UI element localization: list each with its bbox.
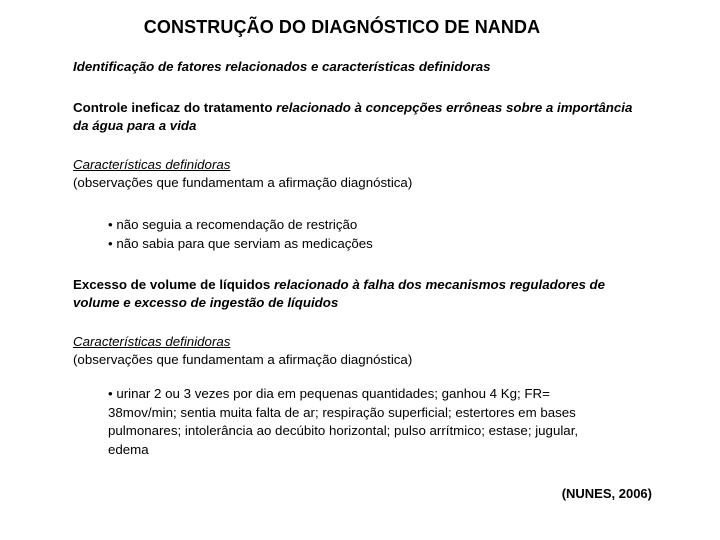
section-1-header	[73, 156, 648, 192]
reference-citation: (NUNES, 2006)	[561, 486, 652, 501]
section-1-heading: Características definidoras	[73, 157, 231, 172]
diagnosis-1	[73, 99, 648, 135]
diagnosis-2-related: relacionado à falha dos mecanismos reguladores de volume e excesso de ingestão de líquidos	[73, 277, 606, 310]
section-2-list	[108, 385, 608, 459]
diagnosis-2-label: Excesso de volume de líquidos	[73, 277, 271, 292]
diagnosis-2	[73, 276, 648, 312]
list-item: • não seguia a recomendação de restrição	[108, 217, 358, 232]
section-1-list	[108, 215, 618, 253]
page-title: CONSTRUÇÃO DO DIAGNÓSTICO DE NANDA	[143, 17, 541, 37]
diagnosis-1-label: Controle ineficaz do tratamento	[73, 100, 273, 115]
section-2-heading: Características definidoras	[73, 334, 231, 349]
diagnosis-1-related: relacionado à concepções errôneas sobre a importância da água para a vida	[73, 100, 633, 133]
section-2-subheading: (observações que fundamentam a afirmação diagnóstica)	[73, 352, 413, 367]
list-item: • não sabia para que serviam as medicações	[108, 236, 373, 251]
list-item: • urinar 2 ou 3 vezes por dia em pequenas quantidades; ganhou 4 Kg; FR= 38mov/min; sentia muita falta de ar; respiração superficial; estertores em bases pulmonares; intolerância ao decúbito horizontal; pulso arrítmico; estase; jugular, edema	[108, 386, 579, 457]
intro-text: Identificação de fatores relacionados e características definidoras	[73, 59, 491, 74]
section-2-header	[73, 333, 648, 369]
section-1-subheading: (observações que fundamentam a afirmação diagnóstica)	[73, 175, 413, 190]
